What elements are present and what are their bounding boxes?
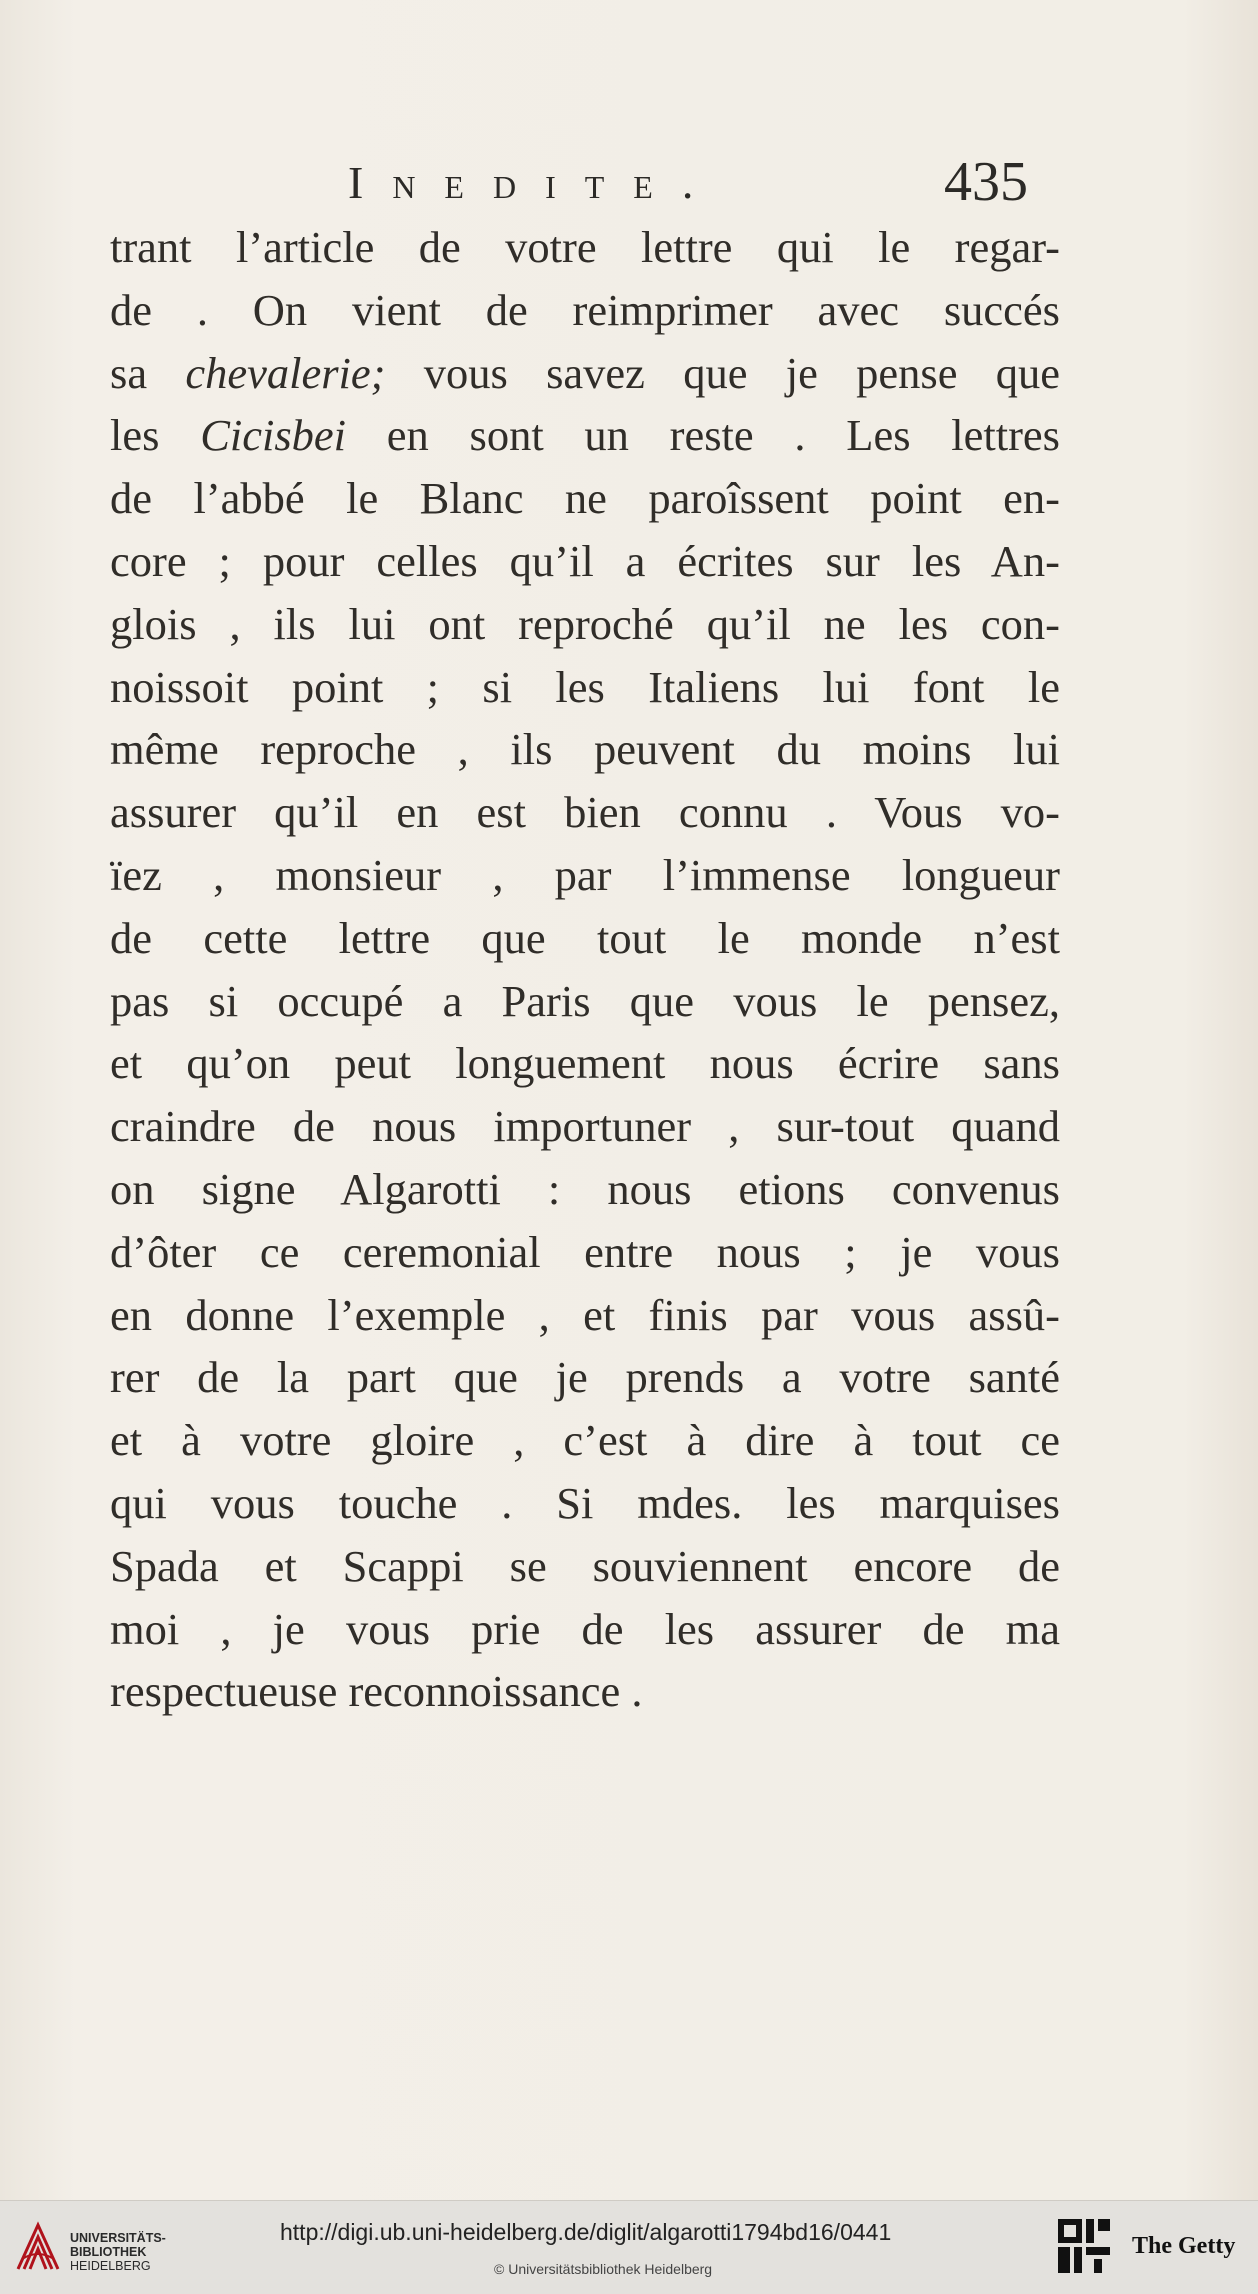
running-title: Inedite. [348,157,723,208]
italic-fragment: chevalerie; [185,347,386,398]
permalink-url[interactable]: http://digi.ub.uni-heidelberg.de/diglit/algarotti1794bd16/0441 [280,2219,892,2245]
text-line [110,844,1060,907]
text-line [110,718,1060,781]
body-text [110,216,1060,1723]
text-line [110,593,1060,656]
text-fragment: d’ôter ce ceremonial entre nous ; je vous [110,1226,1060,1277]
library-logo[interactable] [14,2213,174,2283]
text-line [110,781,1060,844]
page-number: 435 [944,151,1028,213]
text-fragment: moi , je vous prie de les assurer de ma [110,1603,1060,1654]
text-line [110,656,1060,719]
text-line [110,1346,1060,1409]
getty-logo-icon[interactable] [1056,2217,1112,2277]
text-fragment: même reproche , ils peuvent du moins lui [110,724,1060,775]
text-fragment: vous savez que je pense que [385,347,1060,398]
text-line [110,907,1060,970]
library-logo-line-3: HEIDELBERG [70,2259,151,2273]
library-logo-icon [14,2219,62,2277]
text-fragment: qui vous touche . Si mdes. les marquises [110,1477,1060,1528]
copyright-text: © Universitätsbibliothek Heidelberg [494,2261,713,2277]
italic-fragment: Cicisbei [200,410,347,461]
text-line [110,1221,1060,1284]
text-fragment: core ; pour celles qu’il a écrites sur les An- [110,535,1060,586]
text-line [110,1472,1060,1535]
text-line [110,1409,1060,1472]
library-logo-line-1: UNIVERSITÄTS- [70,2231,166,2245]
text-line [110,530,1060,593]
text-fragment: de . On vient de reimprimer avec succés [110,284,1060,335]
text-line [110,1660,1060,1723]
text-fragment: les [110,410,201,461]
text-line [110,342,1060,405]
text-line [110,1095,1060,1158]
text-fragment: de cette lettre que tout le monde n’est [110,912,1060,963]
text-fragment: noissoit point ; si les Italiens lui font le [110,661,1060,712]
text-fragment: craindre de nous importuner , sur-tout quand [110,1101,1060,1152]
text-fragment: et à votre gloire , c’est à dire à tout ce [110,1415,1060,1466]
text-line [110,216,1060,279]
text-fragment: de l’abbé le Blanc ne paroîssent point en- [110,473,1060,524]
page-header [0,150,1258,220]
text-fragment: assurer qu’il en est bien connu . Vous vo- [110,787,1060,838]
text-fragment: sa [110,347,186,398]
text-fragment: trant l’article de votre lettre qui le regar- [110,222,1060,272]
text-fragment: en sont un reste . Les lettres [346,410,1061,461]
text-line [110,1598,1060,1661]
library-logo-line-2: BIBLIOTHEK [70,2245,147,2259]
text-fragment: pas si occupé a Paris que vous le pensez, [110,975,1060,1026]
text-line [110,1284,1060,1347]
text-fragment: ïez , monsieur , par l’immense longueur [110,849,1060,900]
text-line [110,467,1060,530]
text-line [110,404,1060,467]
text-line [110,1158,1060,1221]
text-fragment: Spada et Scappi se souviennent encore de [110,1540,1060,1591]
text-line [110,970,1060,1033]
text-fragment: respectueuse reconnoissance . [110,1666,643,1717]
text-fragment: on signe Algarotti : nous etions convenus [110,1163,1060,1214]
text-line [110,1032,1060,1095]
text-fragment: et qu’on peut longuement nous écrire sans [110,1038,1060,1089]
text-line [110,279,1060,342]
library-logo-text [70,2231,166,2273]
getty-label: The Getty [1132,2233,1236,2259]
text-fragment: rer de la part que je prends a votre santé [110,1352,1060,1403]
text-line [110,1535,1060,1598]
text-fragment: glois , ils lui ont reproché qu’il ne les con- [110,598,1060,649]
footer-bar [0,2200,1258,2294]
text-fragment: en donne l’exemple , et finis par vous assû- [110,1289,1060,1340]
